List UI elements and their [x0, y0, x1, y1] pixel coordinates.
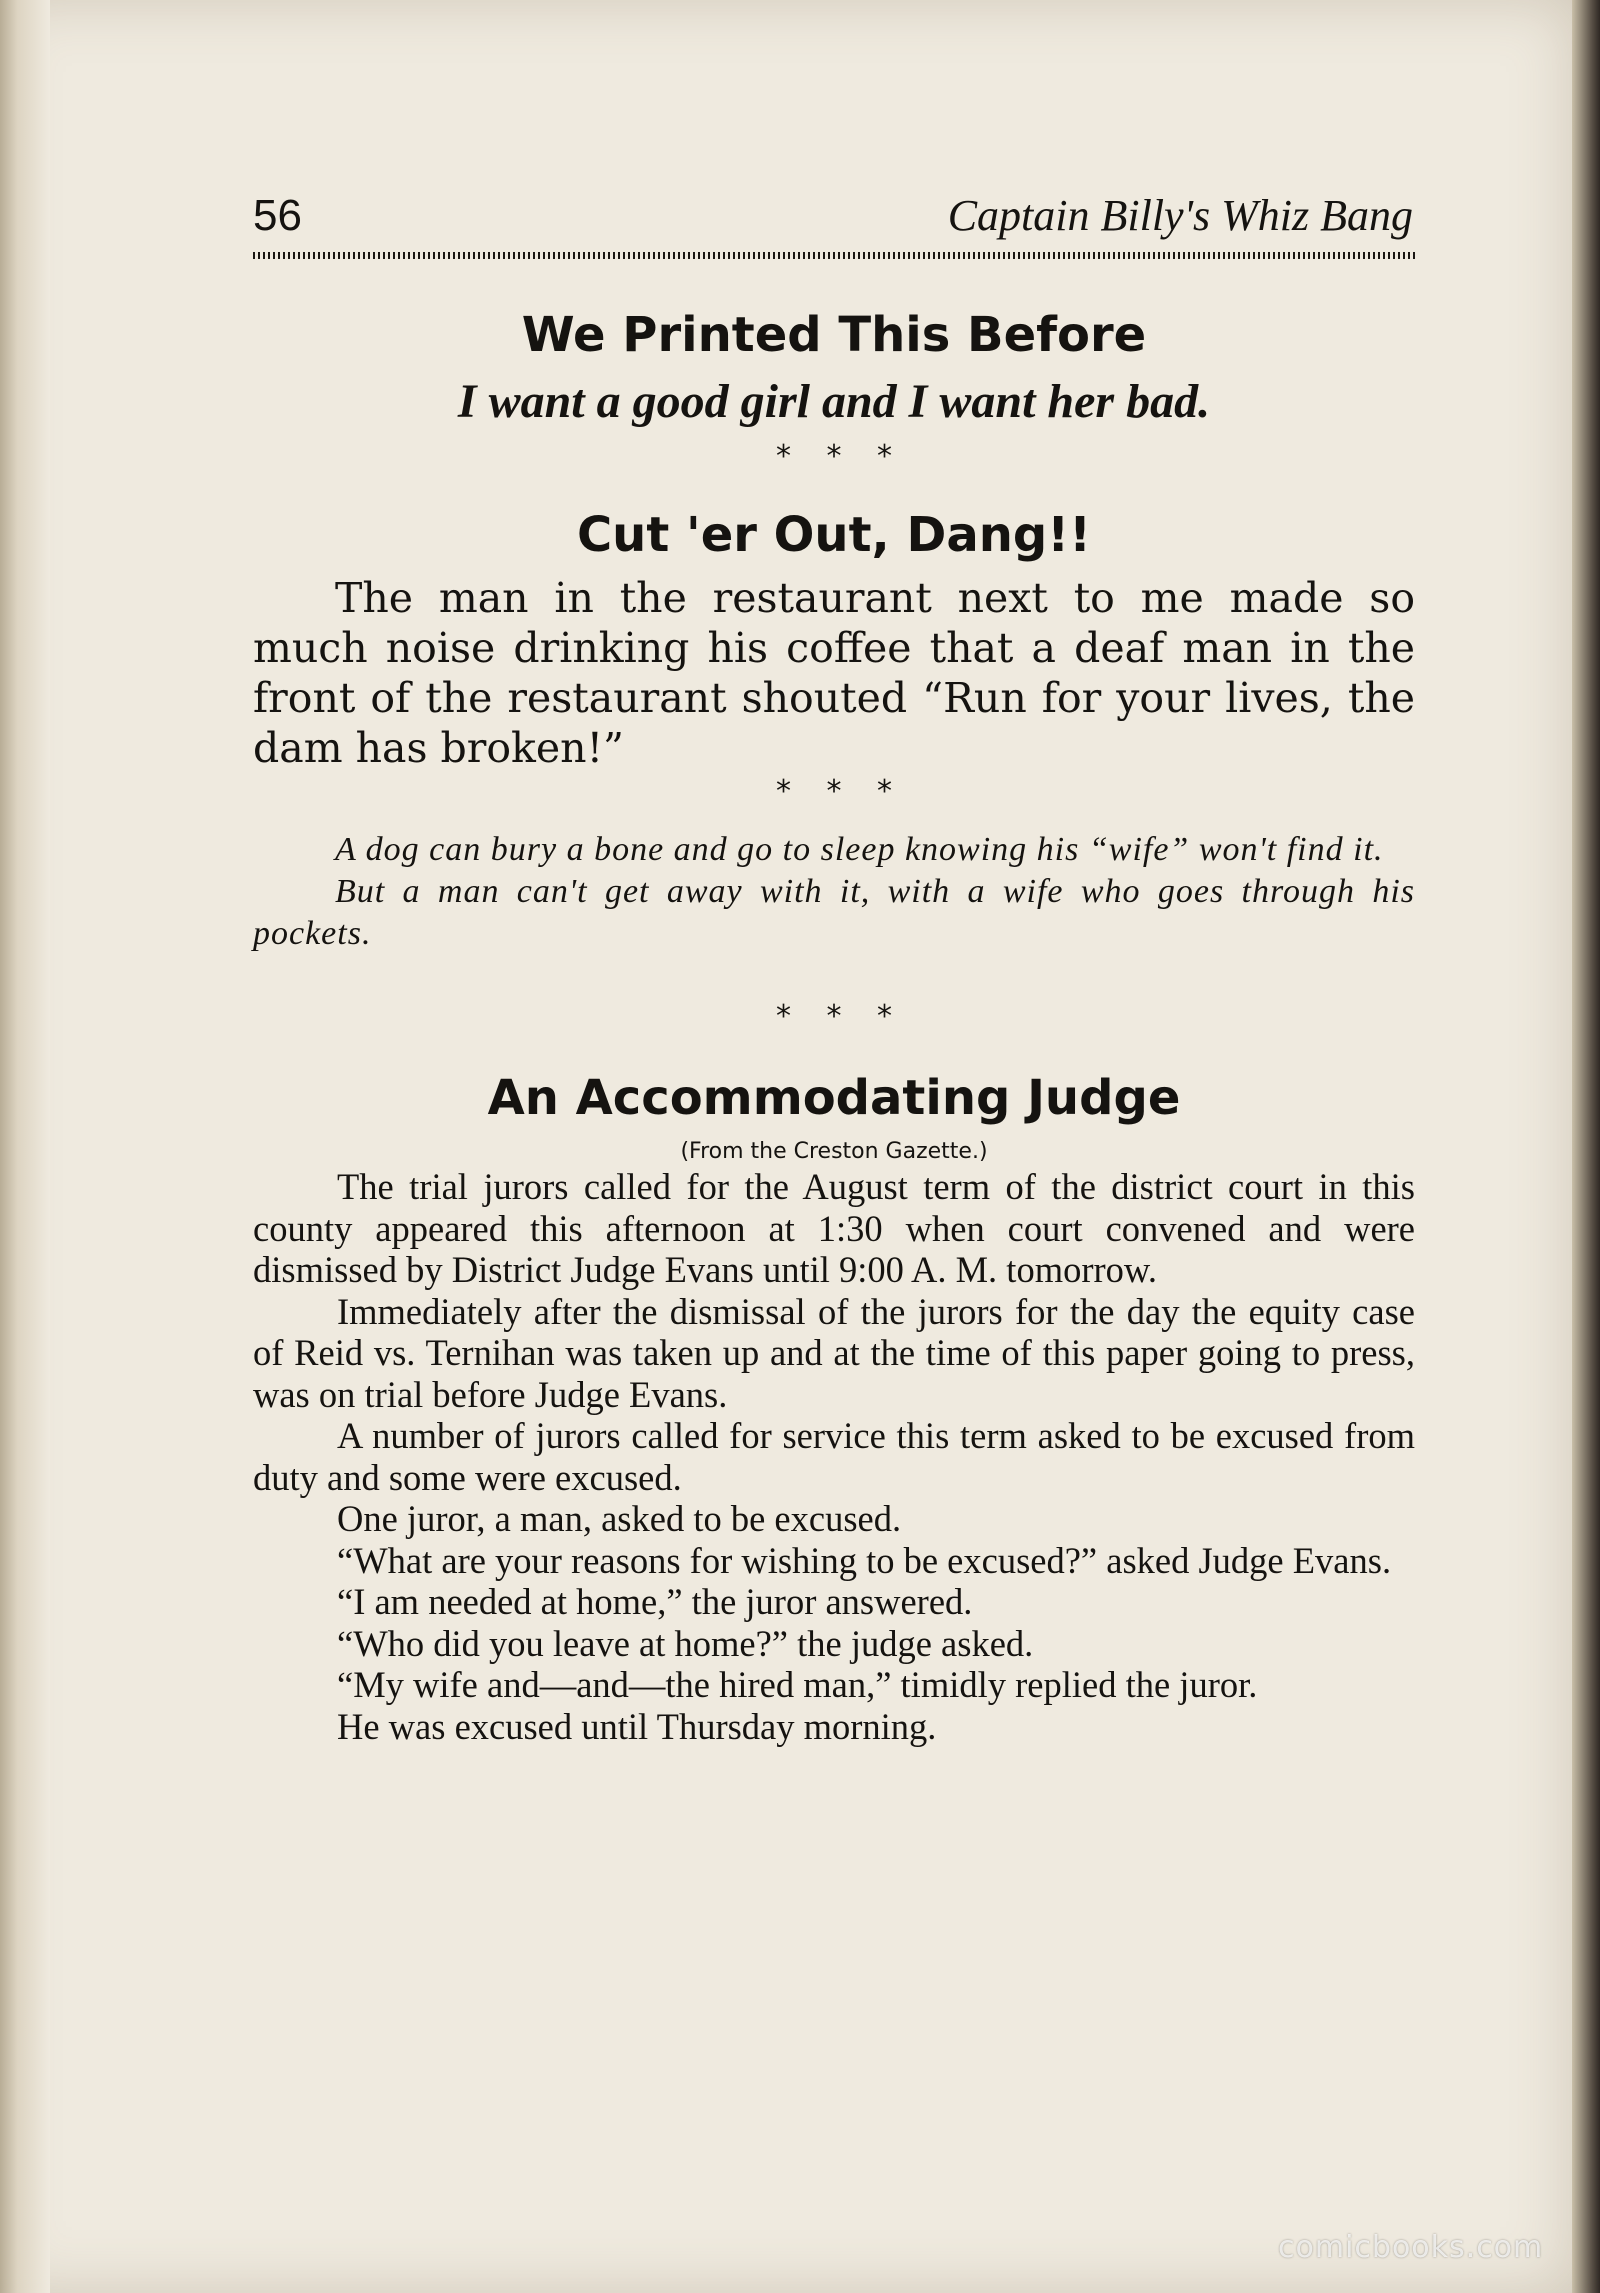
- section-title-printed-before: We Printed This Before: [521, 307, 1147, 363]
- page-spine-edge: [0, 0, 50, 2293]
- separator-stars: * * *: [775, 999, 893, 1034]
- story-judge: [253, 1166, 1415, 1747]
- story-paragraph: “My wife and—and—the hired man,” timidly replied the juror.: [337, 1664, 1258, 1705]
- story-paragraph: The trial jurors called for the August term of the district court in this county appeared this afternoon at 1:30 when court convened and were dismissed by District Judge Evans until 9:00 A. M. tomorrow.: [253, 1166, 1415, 1290]
- story-paragraph: He was excused until Thursday morning.: [337, 1705, 937, 1747]
- story-paragraph: The man in the restaurant next to me made so much noise drinking his coffee that a deaf man in the front of the restaurant shouted “Run for your lives, the dam has broken!”: [253, 574, 1415, 772]
- running-title: Captain Billy's Whiz Bang: [947, 191, 1413, 240]
- story-paragraph: Immediately after the dismissal of the jurors for the day the equity case of Reid vs. Ternihan was taken up and at the time of this paper going to press, was on trial before Judge Evans.: [253, 1290, 1415, 1415]
- story-paragraph: A dog can bury a bone and go to sleep knowing his “wife” won't find it.: [335, 831, 1384, 868]
- story-paragraph: But a man can't get away with it, with a wife who goes through his pockets.: [253, 873, 1415, 952]
- story-paragraph: “I am needed at home,” the juror answered.: [337, 1581, 973, 1622]
- separator-stars: * * *: [775, 439, 893, 474]
- header-rule: [253, 252, 1415, 259]
- joke-line-good-girl: I want a good girl and I want her bad.: [457, 375, 1211, 428]
- story-restaurant: [253, 573, 1415, 773]
- source-credit: (From the Creston Gazette.): [680, 1139, 988, 1164]
- story-paragraph: “What are your reasons for wishing to be excused?” asked Judge Evans.: [337, 1539, 1392, 1581]
- section-title-cut-er-out: Cut 'er Out, Dang!!: [576, 507, 1092, 563]
- page-number: 56: [253, 191, 302, 240]
- story-paragraph: One juror, a man, asked to be excused.: [337, 1498, 902, 1539]
- separator-stars: * * *: [775, 774, 893, 809]
- page-right-edge: [1572, 0, 1600, 2293]
- story-paragraph: “Who did you leave at home?” the judge asked.: [337, 1622, 1034, 1664]
- watermark: comicbooks.com: [1278, 2230, 1544, 2265]
- page-header: [253, 190, 1413, 250]
- story-dog-bone: [253, 829, 1415, 955]
- story-paragraph: A number of jurors called for service this term asked to be excused from duty and some were excused.: [253, 1415, 1415, 1498]
- section-title-accommodating-judge: An Accommodating Judge: [487, 1070, 1181, 1126]
